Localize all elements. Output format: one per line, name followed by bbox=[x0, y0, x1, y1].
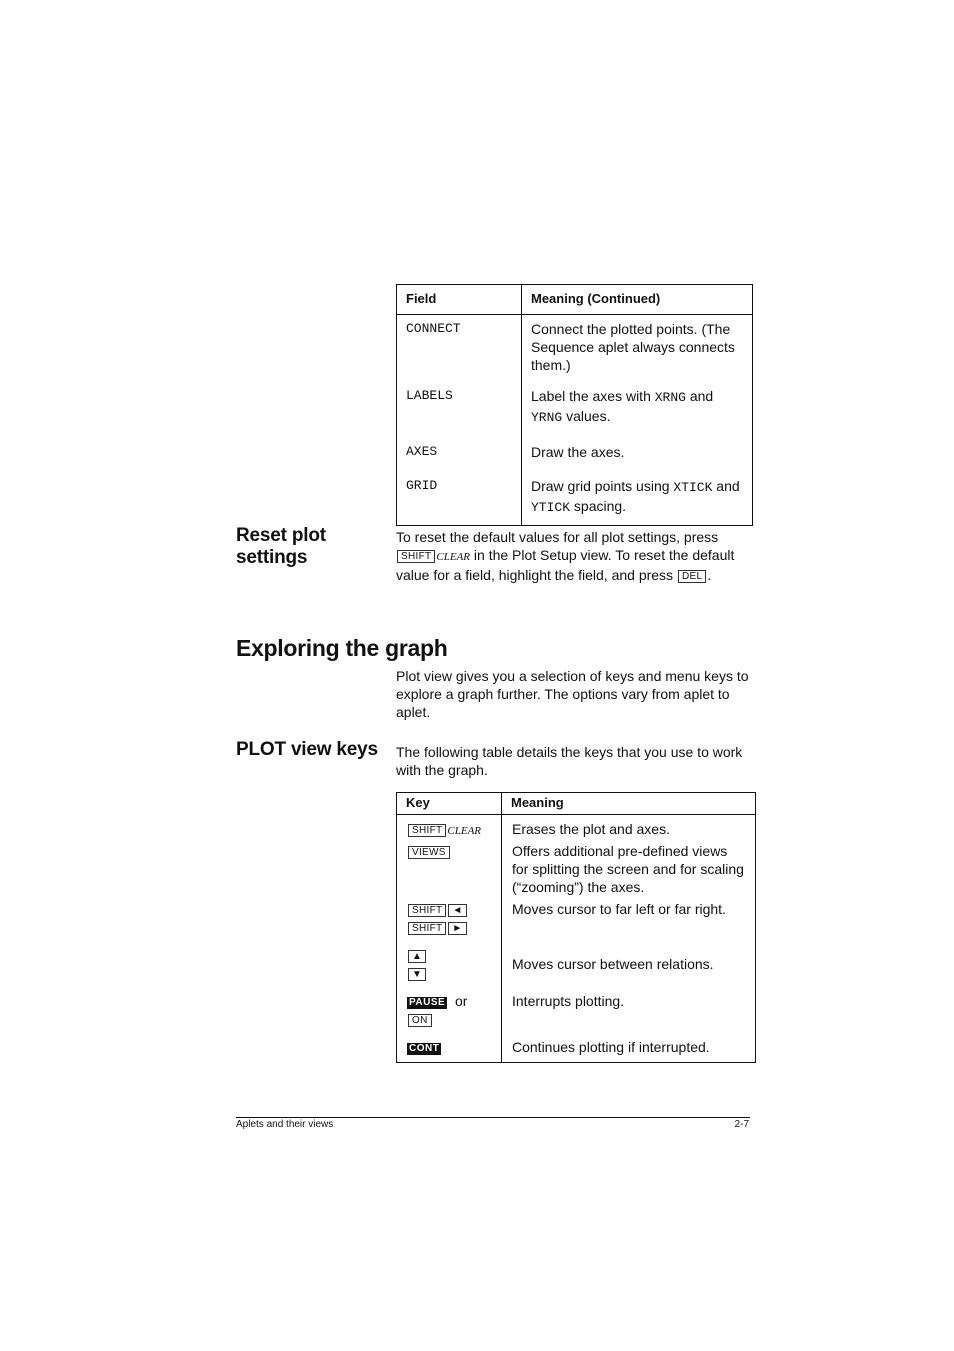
up-arrow-icon: ▲ bbox=[408, 950, 426, 963]
table-row bbox=[397, 984, 756, 1030]
key-meaning: Moves cursor between relations. bbox=[502, 938, 756, 984]
meaning-text: and bbox=[685, 388, 714, 404]
right-arrow-icon: ► bbox=[448, 922, 466, 935]
exploring-paragraph: Plot view gives you a selection of keys and menu keys to explore a graph further. The options vary from aplet to aplet. bbox=[396, 668, 749, 720]
key-meaning: Interrupts plotting. bbox=[502, 984, 756, 1030]
exploring-heading: Exploring the graph bbox=[236, 635, 448, 661]
key-cell bbox=[397, 938, 502, 984]
heading-line: Reset plot bbox=[236, 525, 326, 546]
field-name: CONNECT bbox=[397, 315, 522, 379]
heading-line: settings bbox=[236, 547, 308, 568]
meaning-text: spacing. bbox=[570, 498, 627, 514]
clear-label: CLEAR bbox=[436, 551, 471, 563]
key-cell bbox=[397, 815, 502, 841]
reset-paragraph bbox=[396, 528, 752, 584]
table-row bbox=[397, 898, 756, 938]
down-arrow-icon: ▼ bbox=[408, 968, 426, 981]
field-meaning: Connect the plotted points. (The Sequence aplet always connects them.) bbox=[522, 315, 753, 379]
left-arrow-icon: ◄ bbox=[448, 904, 466, 917]
key-meaning: Continues plotting if interrupted. bbox=[502, 1030, 756, 1063]
plot-keys-paragraph: The following table details the keys that you use to work with the graph. bbox=[396, 744, 743, 778]
key-cell bbox=[397, 898, 502, 938]
table-row bbox=[397, 840, 756, 898]
shift-key-icon: SHIFT bbox=[408, 922, 446, 935]
column-header-field: Field bbox=[397, 285, 522, 315]
code-yrng: YRNG bbox=[531, 410, 563, 425]
pause-menu-key-icon: PAUSE bbox=[409, 997, 446, 1008]
meaning-text: Draw grid points using bbox=[531, 478, 674, 494]
key-cell bbox=[397, 1030, 502, 1063]
field-name: LABELS bbox=[397, 378, 522, 431]
meaning-text: values. bbox=[562, 408, 611, 424]
shift-key-icon: SHIFT bbox=[408, 904, 446, 917]
code-xtick: XTICK bbox=[673, 480, 713, 495]
reset-plot-heading bbox=[236, 525, 326, 569]
views-key-icon: VIEWS bbox=[408, 846, 450, 859]
key-cell bbox=[397, 984, 502, 1030]
table-row bbox=[397, 465, 753, 526]
table-row bbox=[397, 431, 753, 465]
field-name: GRID bbox=[397, 465, 522, 526]
reset-text: . bbox=[707, 567, 712, 583]
table-row bbox=[397, 378, 753, 431]
key-meaning: Erases the plot and axes. bbox=[502, 815, 756, 841]
shift-key-icon: SHIFT bbox=[408, 824, 446, 837]
footer-section-title: Aplets and their views bbox=[236, 1119, 334, 1130]
table-header-row bbox=[397, 285, 753, 315]
del-key-icon: DEL bbox=[678, 570, 706, 583]
meaning-text: and bbox=[712, 478, 740, 494]
column-header-meaning: Meaning (Continued) bbox=[522, 285, 753, 315]
key-meaning: Moves cursor to far left or far right. bbox=[502, 898, 756, 938]
on-key-icon: ON bbox=[408, 1014, 432, 1027]
field-name: AXES bbox=[397, 431, 522, 465]
code-xrng: XRNG bbox=[654, 390, 686, 405]
cont-menu-key-icon: CONT bbox=[409, 1043, 440, 1054]
key-cell bbox=[397, 840, 502, 898]
key-meaning: Offers additional pre-defined views for splitting the screen and for scaling (“zooming”) the axes. bbox=[502, 840, 756, 898]
or-text: or bbox=[455, 993, 468, 1009]
footer-page-number: 2-7 bbox=[734, 1119, 749, 1130]
clear-label: CLEAR bbox=[447, 825, 482, 837]
shift-key-icon: SHIFT bbox=[397, 550, 435, 563]
table-row bbox=[397, 1030, 756, 1063]
field-meaning: Draw the axes. bbox=[522, 431, 753, 465]
meaning-text: Label the axes with bbox=[531, 388, 655, 404]
reset-text: To reset the default values for all plot settings, press bbox=[396, 529, 719, 545]
footer-rule bbox=[236, 1117, 750, 1118]
column-header-key: Key bbox=[397, 793, 502, 815]
table-header-row bbox=[397, 793, 756, 815]
column-header-meaning: Meaning bbox=[502, 793, 756, 815]
reset-text: in the Plot Setup view. To reset the default value for a field, highlight the field, and press bbox=[396, 547, 735, 583]
field-meaning-table bbox=[396, 284, 753, 526]
plot-view-keys-heading: PLOT view keys bbox=[236, 739, 378, 760]
table-row bbox=[397, 315, 753, 379]
field-meaning bbox=[522, 378, 753, 431]
code-ytick: YTICK bbox=[531, 500, 571, 515]
table-row bbox=[397, 938, 756, 984]
field-meaning bbox=[522, 465, 753, 526]
table-row bbox=[397, 815, 756, 841]
plot-keys-table bbox=[396, 792, 756, 1063]
